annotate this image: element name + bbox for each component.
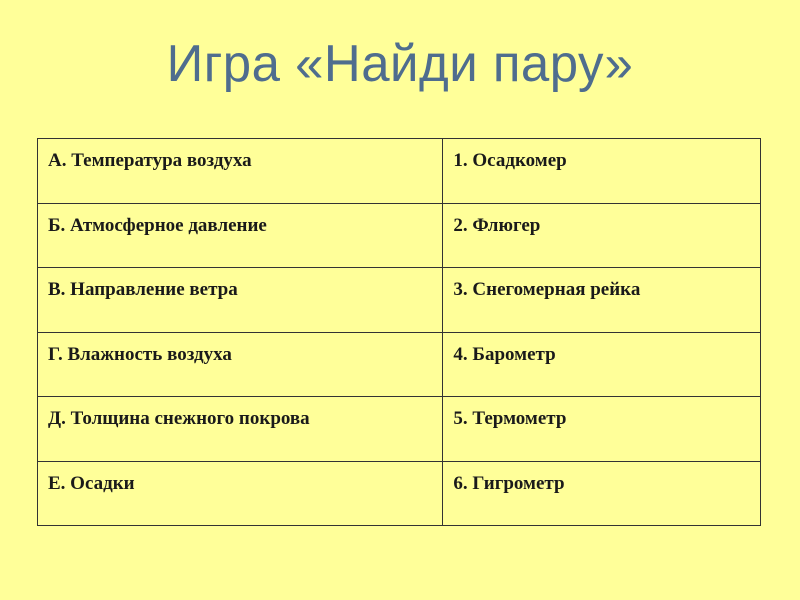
matching-table — [37, 138, 761, 526]
table-row — [38, 332, 761, 397]
table-row — [38, 203, 761, 268]
table-cell-instrument: 3. Снегомерная рейка — [443, 268, 761, 333]
table-row — [38, 461, 761, 526]
table-cell-instrument: 4. Барометр — [443, 332, 761, 397]
table-cell-parameter: Б. Атмосферное давление — [38, 203, 443, 268]
table-cell-parameter: Г. Влажность воздуха — [38, 332, 443, 397]
table-row — [38, 139, 761, 204]
table-row — [38, 268, 761, 333]
table-cell-parameter: А. Температура воздуха — [38, 139, 443, 204]
table-cell-instrument: 6. Гигрометр — [443, 461, 761, 526]
table-cell-instrument: 2. Флюгер — [443, 203, 761, 268]
table-cell-parameter: В. Направление ветра — [38, 268, 443, 333]
table-cell-instrument: 1. Осадкомер — [443, 139, 761, 204]
table-row — [38, 397, 761, 462]
table-cell-parameter: Е. Осадки — [38, 461, 443, 526]
table-cell-parameter: Д. Толщина снежного покрова — [38, 397, 443, 462]
slide-title: Игра «Найди пару» — [166, 35, 634, 93]
table-cell-instrument: 5. Термометр — [443, 397, 761, 462]
